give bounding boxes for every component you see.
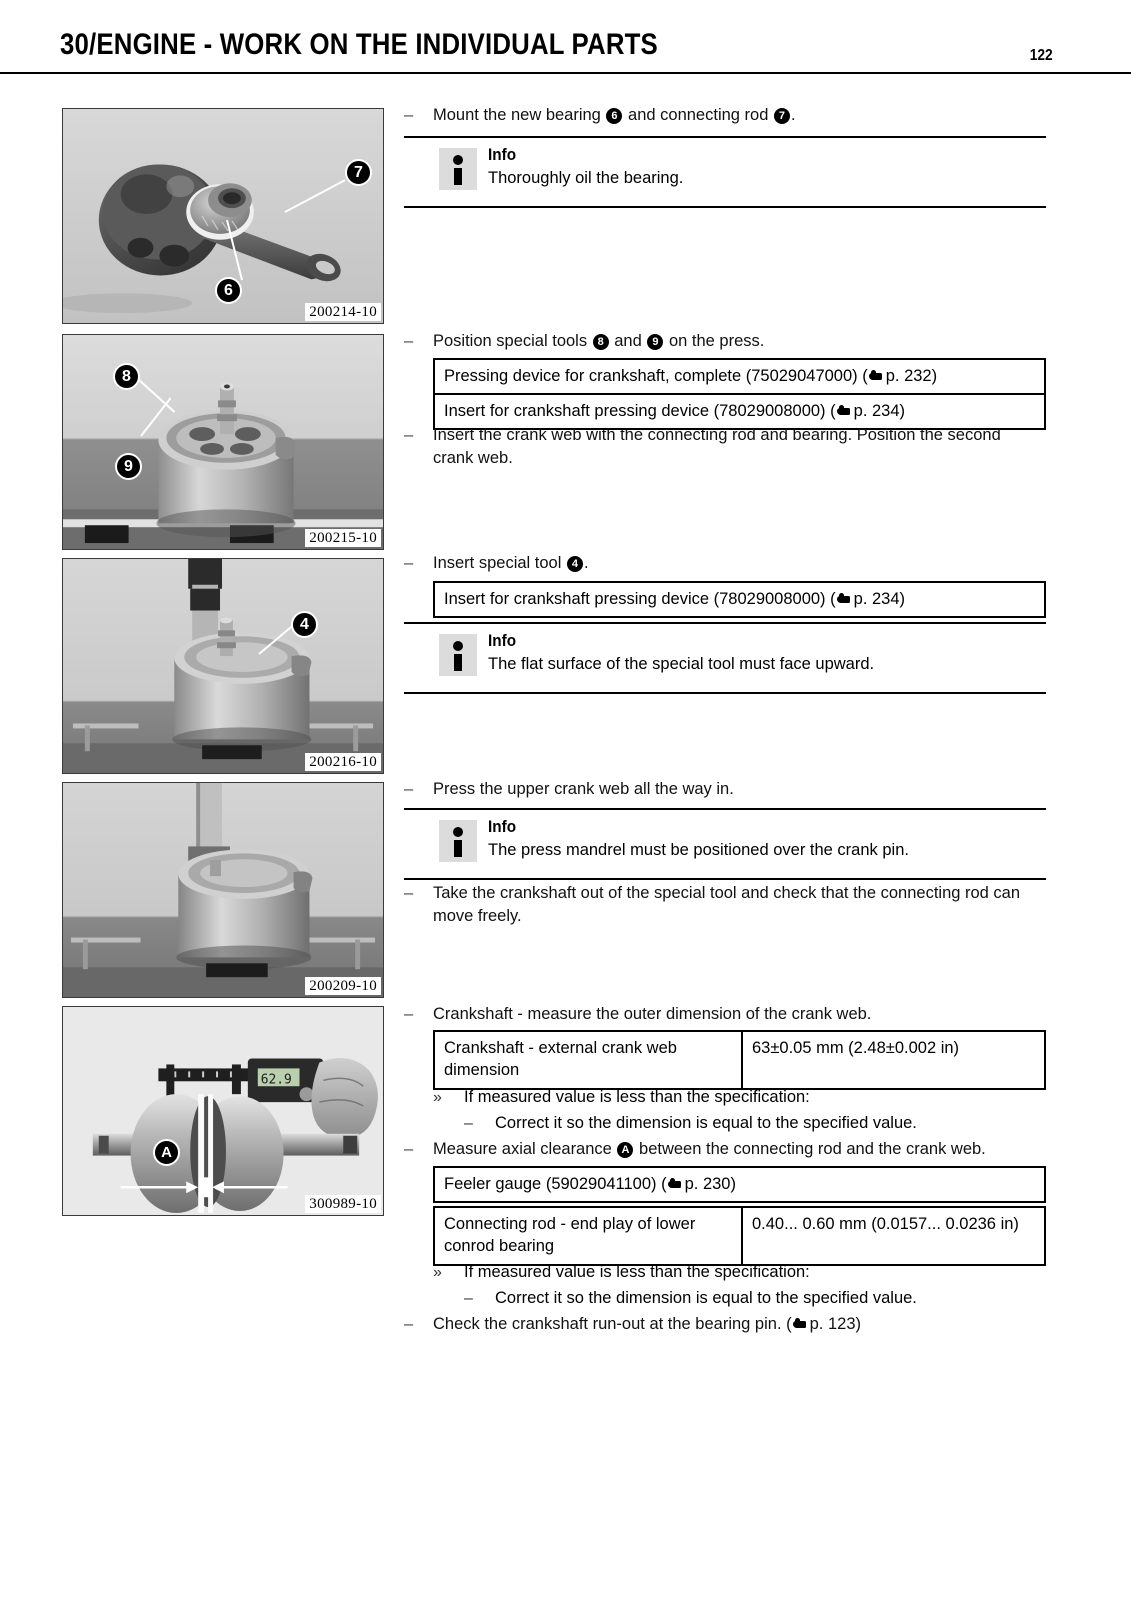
svg-text:62.9: 62.9 (260, 1072, 292, 1088)
info-text: Thoroughly oil the bearing. (488, 169, 684, 187)
info-rule-bottom (404, 206, 1046, 208)
page-pointer-icon (793, 1318, 807, 1331)
spec-value: 63±0.05 mm (2.48±0.002 in) (752, 1039, 960, 1057)
info-title: Info (488, 817, 517, 836)
step-dash: – (404, 554, 414, 572)
tool-ref-feeler-gauge (435, 1168, 1044, 1201)
figure-200209-10 (62, 782, 384, 998)
page-pointer-icon (869, 370, 883, 383)
tool-ref-insert-2 (435, 583, 1044, 616)
spec-table-conrod-end-play (433, 1206, 1046, 1266)
info-title: Info (488, 631, 517, 650)
step-dash: – (404, 332, 414, 350)
info-icon-bar (454, 654, 462, 671)
step-text: Measure axial clearance A between the connecting rod and the crank web. (433, 1140, 986, 1158)
step-press-crank-web (404, 778, 1044, 801)
tool-ref-pressing-device (435, 360, 1044, 393)
step-dash: – (404, 426, 414, 444)
figure-image-2 (63, 335, 383, 549)
info-text: The press mandrel must be positioned over the crank pin. (488, 841, 909, 859)
tool-reference-box-press (433, 358, 1046, 430)
figure-image-5 (63, 1007, 383, 1215)
tool-ref-page: p. 232) (885, 367, 938, 385)
substep-if-measured-less-1 (433, 1086, 1033, 1109)
step-dash: – (404, 1315, 414, 1333)
info-icon-bar (454, 840, 462, 857)
page-pointer-icon (837, 593, 851, 606)
figure-200214-10 (62, 108, 384, 324)
info-icon (439, 634, 477, 676)
step-text-pre: Check the crankshaft run-out at the bearing pin. ( (433, 1315, 792, 1333)
figure-caption-5: 300989-10 (305, 1195, 381, 1213)
substep-text: If measured value is less than the specification: (464, 1088, 810, 1106)
step-mount-bearing (404, 104, 1044, 127)
figure-200215-10 (62, 334, 384, 550)
tool-ref-text: Insert for crankshaft pressing device (78029008000) ( (444, 402, 836, 420)
step-text-page: p. 123) (809, 1315, 861, 1333)
page-number: 122 (1030, 47, 1053, 64)
info-icon-bar (454, 168, 462, 185)
substep-marker: – (464, 1115, 473, 1132)
step-measure-axial-clearance (404, 1138, 1044, 1161)
figure-200216-10 (62, 558, 384, 774)
info-title: Info (488, 145, 517, 164)
callout-ref-8: 8 (593, 334, 609, 350)
callout-ref-6: 6 (606, 108, 622, 124)
callout-ref-4: 4 (567, 556, 583, 572)
tool-ref-page: p. 230) (684, 1175, 736, 1193)
figure-image-3 (63, 559, 383, 773)
substep-marker: » (433, 1089, 442, 1106)
figure-caption-4: 200209-10 (305, 977, 381, 995)
spec-label: Connecting rod - end play of lower conrod bearing (435, 1208, 743, 1264)
figure-image-4 (63, 783, 383, 997)
info-icon-dot (453, 641, 463, 651)
callout-ref-9: 9 (647, 334, 663, 350)
step-measure-outer-dimension (404, 1003, 1044, 1026)
callout-4: 4 (291, 611, 318, 638)
step-dash: – (404, 106, 414, 124)
callout-A: A (153, 1139, 180, 1166)
tool-ref-text: Insert for crankshaft pressing device (78029008000) ( (444, 590, 836, 608)
substep-correct-dimension-1 (464, 1112, 1044, 1135)
step-insert-crank-web (404, 424, 1021, 470)
tool-reference-box-feeler-gauge (433, 1166, 1046, 1203)
info-icon (439, 820, 477, 862)
callout-ref-A: A (617, 1142, 633, 1158)
info-rule-top (404, 136, 1046, 138)
step-take-crankshaft-out (404, 882, 1044, 928)
tool-ref-text: Feeler gauge (59029041100) ( (444, 1175, 667, 1193)
callout-ref-7: 7 (774, 108, 790, 124)
step-text: Take the crankshaft out of the special tool and check that the connecting rod can move freely. (433, 884, 1021, 925)
spec-label: Crankshaft - external crank web dimension (435, 1032, 743, 1088)
step-text: Insert special tool 4 . (433, 554, 589, 572)
step-dash: – (404, 1005, 414, 1023)
page-header (0, 30, 1131, 76)
substep-text: Correct it so the dimension is equal to the specified value. (495, 1114, 917, 1132)
substep-text: If measured value is less than the specification: (464, 1263, 810, 1281)
info-block-press-mandrel (404, 808, 1046, 880)
figure-300989-10 (62, 1006, 384, 1216)
step-text: Position special tools 8 and 9 on the press. (433, 332, 765, 350)
tool-ref-insert (435, 393, 1044, 428)
substep-if-measured-less-2 (433, 1261, 1033, 1284)
header-divider (0, 72, 1131, 74)
figure-caption-1: 200214-10 (305, 303, 381, 321)
spec-value: 0.40... 0.60 mm (0.0157... 0.0236 in) (752, 1215, 1019, 1233)
substep-marker: – (464, 1290, 473, 1307)
step-text: Insert the crank web with the connecting rod and bearing. Position the second crank web. (433, 426, 1001, 467)
callout-8: 8 (113, 363, 140, 390)
substep-correct-dimension-2 (464, 1287, 1044, 1310)
tool-ref-page: p. 234) (853, 590, 906, 608)
info-icon-dot (453, 155, 463, 165)
step-position-tools (404, 330, 1044, 353)
step-insert-special-tool (404, 552, 1044, 575)
spec-table-crank-web-dimension (433, 1030, 1046, 1090)
tool-ref-page: p. 234) (853, 402, 906, 420)
step-text: Press the upper crank web all the way in. (433, 780, 734, 798)
substep-marker: » (433, 1264, 442, 1281)
info-rule-top (404, 808, 1046, 810)
callout-6: 6 (215, 277, 242, 304)
step-text: Mount the new bearing 6 and connecting rod 7 . (433, 106, 796, 124)
step-dash: – (404, 780, 414, 798)
tool-reference-box-insert (433, 581, 1046, 618)
page-title: 30/ENGINE - WORK ON THE INDIVIDUAL PARTS (60, 28, 658, 61)
page-pointer-icon (668, 1178, 682, 1191)
figure-caption-3: 200216-10 (305, 753, 381, 771)
info-rule-bottom (404, 692, 1046, 694)
step-dash: – (404, 1140, 414, 1158)
page-pointer-icon (837, 405, 851, 418)
info-block-oil-bearing (404, 136, 1046, 208)
info-rule-bottom (404, 878, 1046, 880)
figure-caption-2: 200215-10 (305, 529, 381, 547)
step-text: Crankshaft - measure the outer dimension of the crank web. (433, 1005, 872, 1023)
substep-text: Correct it so the dimension is equal to the specified value. (495, 1289, 917, 1307)
callout-7: 7 (345, 159, 372, 186)
callout-9: 9 (115, 453, 142, 480)
step-check-runout (404, 1313, 1044, 1336)
step-text (433, 1313, 1044, 1336)
info-icon (439, 148, 477, 190)
info-icon-dot (453, 827, 463, 837)
info-rule-top (404, 622, 1046, 624)
info-block-flat-surface (404, 622, 1046, 694)
info-text: The flat surface of the special tool must face upward. (488, 655, 875, 673)
tool-ref-text: Pressing device for crankshaft, complete (75029047000) ( (444, 367, 868, 385)
step-dash: – (404, 884, 414, 902)
